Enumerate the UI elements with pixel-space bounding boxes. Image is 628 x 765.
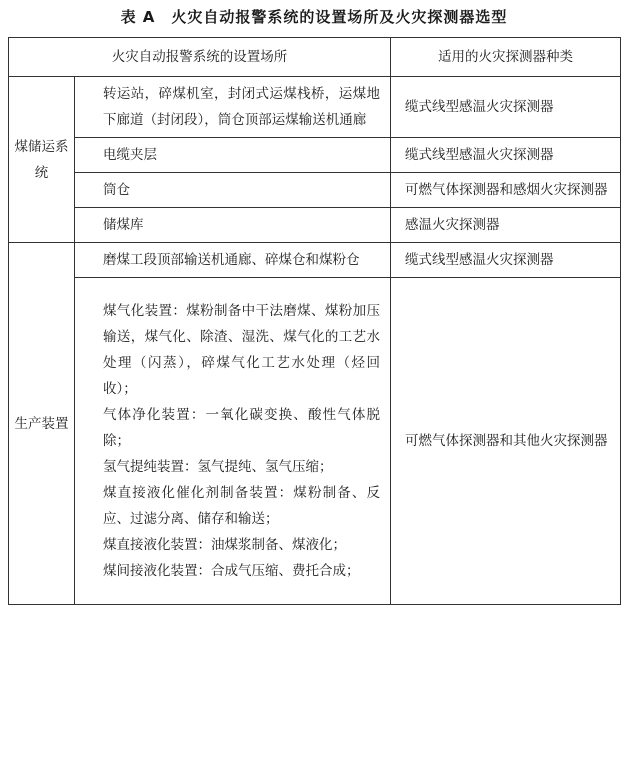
detector-cell: 可燃气体探测器和其他火灾探测器	[391, 278, 621, 605]
group-label-production: 生产装置	[9, 243, 75, 605]
table-header-row	[9, 38, 621, 77]
table-title: 表 A 火灾自动报警系统的设置场所及火灾探测器选型	[120, 8, 508, 26]
group-label-coal-storage: 煤储运系统	[9, 77, 75, 243]
table-row	[9, 173, 621, 208]
detector-cell: 缆式线型感温火灾探测器	[391, 243, 621, 278]
place-cell-multiline	[75, 278, 391, 605]
place-cell: 转运站，碎煤机室，封闭式运煤栈桥，运煤地下廊道（封闭段），筒仓顶部运煤输送机通廊	[75, 77, 391, 138]
place-line: 煤气化装置：煤粉制备中干法磨煤、煤粉加压输送，煤气化、除渣、湿洗、煤气化的工艺水处理（闪蒸），碎煤气化工艺水处理（烃回收）；	[103, 303, 380, 397]
table-row	[9, 243, 621, 278]
place-cell: 磨煤工段顶部输送机通廊、碎煤仓和煤粉仓	[75, 243, 391, 278]
place-line: 煤间接液化装置：合成气压缩、费托合成；	[103, 563, 360, 579]
detector-cell: 缆式线型感温火灾探测器	[391, 77, 621, 138]
table-row	[9, 77, 621, 138]
place-line: 煤直接液化装置：油煤浆制备、煤液化；	[103, 537, 346, 553]
place-line: 煤直接液化催化剂制备装置：煤粉制备、反应、过滤分离、储存和输送；	[103, 485, 380, 527]
header-place: 火灾自动报警系统的设置场所	[9, 38, 391, 77]
detector-cell: 缆式线型感温火灾探测器	[391, 138, 621, 173]
table-row	[9, 138, 621, 173]
place-line: 氢气提纯装置：氢气提纯、氢气压缩；	[103, 459, 333, 475]
table-row	[9, 208, 621, 243]
place-cell: 筒仓	[75, 173, 391, 208]
place-line: 气体净化装置：一氧化碳变换、酸性气体脱除；	[103, 407, 380, 449]
place-cell: 电缆夹层	[75, 138, 391, 173]
fire-detector-table	[8, 37, 621, 605]
detector-cell: 可燃气体探测器和感烟火灾探测器	[391, 173, 621, 208]
header-detector: 适用的火灾探测器种类	[391, 38, 621, 77]
place-cell: 储煤库	[75, 208, 391, 243]
table-row	[9, 278, 621, 605]
detector-cell: 感温火灾探测器	[391, 208, 621, 243]
